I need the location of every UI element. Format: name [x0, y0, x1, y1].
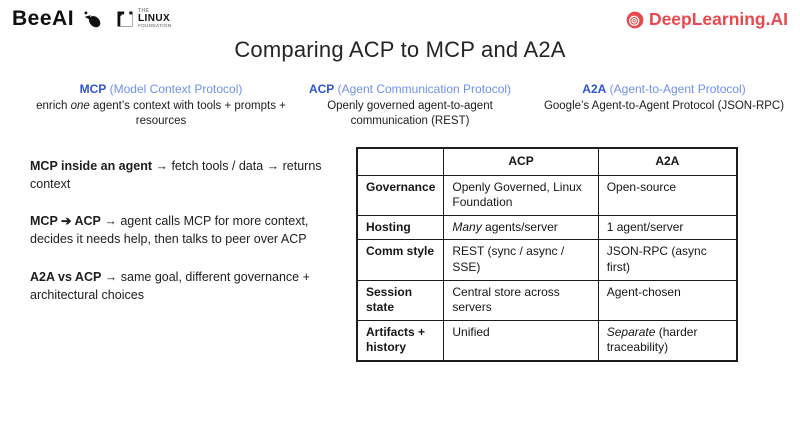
table-header-row: [357, 148, 737, 175]
protocol-a2a-heading: [542, 81, 786, 98]
protocol-a2a-description: Google’s Agent-to-Agent Protocol (JSON-RPC): [543, 99, 785, 112]
table-row-hosting: [357, 215, 737, 240]
table-row-artifacts-history: [357, 320, 737, 361]
notes-list: [30, 157, 352, 323]
note-mcp-to-acp: MCP ➔ ACP → agent calls MCP for more context, decides it needs help, then talks to peer over ACP: [30, 214, 309, 247]
deeplearning-logo: [625, 9, 788, 30]
row-label-hosting: Hosting: [357, 215, 444, 240]
lf-linux-label: LINUX: [138, 12, 171, 24]
table-row-governance: [357, 175, 737, 215]
lf-the-label: THE: [138, 7, 150, 14]
cell-governance-a2a: Open-source: [598, 175, 737, 215]
protocol-acp-fullname: (Agent Communication Protocol): [337, 82, 512, 96]
protocol-acp-heading: [287, 81, 533, 98]
table-header-a2a: A2A: [598, 148, 737, 175]
protocol-mcp-description: enrich one agent’s context with tools + prompts + resources: [36, 99, 286, 128]
note-mcp-inside-agent: MCP inside an agent → fetch tools / data → returns context: [30, 159, 322, 192]
protocol-intro-acp: [287, 81, 533, 130]
cell-governance-acp: Openly Governed, Linux Foundation: [444, 175, 598, 215]
cell-session-state-acp: Central store across servers: [444, 280, 598, 320]
linux-foundation-icon: [115, 9, 135, 29]
page-title: Comparing ACP to MCP and A2A: [234, 37, 566, 62]
lf-foundation-label: FOUNDATION: [138, 23, 172, 29]
protocol-intro-mcp: [30, 81, 292, 130]
table-header-acp: ACP: [444, 148, 598, 175]
cell-artifacts-a2a: Separate (harder traceability): [598, 320, 737, 361]
bee-icon: [82, 9, 103, 30]
protocol-intro-a2a: [542, 81, 786, 114]
protocol-acp-description: Openly governed agent-to-agent communication (REST): [327, 99, 493, 128]
protocol-a2a-abbr: A2A: [582, 82, 607, 96]
cell-session-state-a2a: Agent-chosen: [598, 280, 737, 320]
table-row-comm-style: [357, 240, 737, 280]
comparison-table: [356, 147, 738, 362]
cell-comm-style-acp: REST (sync / async / SSE): [444, 240, 598, 280]
row-label-session-state: Session state: [357, 280, 444, 320]
table-row-session-state: [357, 280, 737, 320]
protocol-mcp-abbr: MCP: [79, 82, 107, 96]
cell-hosting-a2a: 1 agent/server: [598, 215, 737, 240]
protocol-a2a-fullname: (Agent-to-Agent Protocol): [609, 82, 746, 96]
beeai-logo-text: BeeAI: [12, 7, 75, 30]
row-label-comm-style: Comm style: [357, 240, 444, 280]
deeplearning-logo-text: DeepLearning.AI: [648, 9, 788, 29]
brand-bar-left: [12, 7, 171, 31]
cell-hosting-acp: Many agents/server: [444, 215, 598, 240]
row-label-governance: Governance: [357, 175, 444, 215]
table-header-empty: [357, 148, 444, 175]
cell-artifacts-acp: Unified: [444, 320, 598, 361]
protocol-acp-abbr: ACP: [308, 82, 335, 96]
linux-foundation-wordmark: [138, 9, 171, 30]
protocol-mcp-fullname: (Model Context Protocol): [109, 82, 243, 96]
cell-comm-style-a2a: JSON-RPC (async first): [598, 240, 737, 280]
note-a2a-vs-acp: A2A vs ACP → same goal, different governance + architectural choices: [30, 269, 310, 302]
linux-foundation-logo: [115, 9, 171, 30]
protocol-mcp-heading: [30, 81, 292, 98]
deeplearning-logo-icon: [625, 10, 645, 30]
row-label-artifacts-history: Artifacts + history: [357, 320, 444, 361]
